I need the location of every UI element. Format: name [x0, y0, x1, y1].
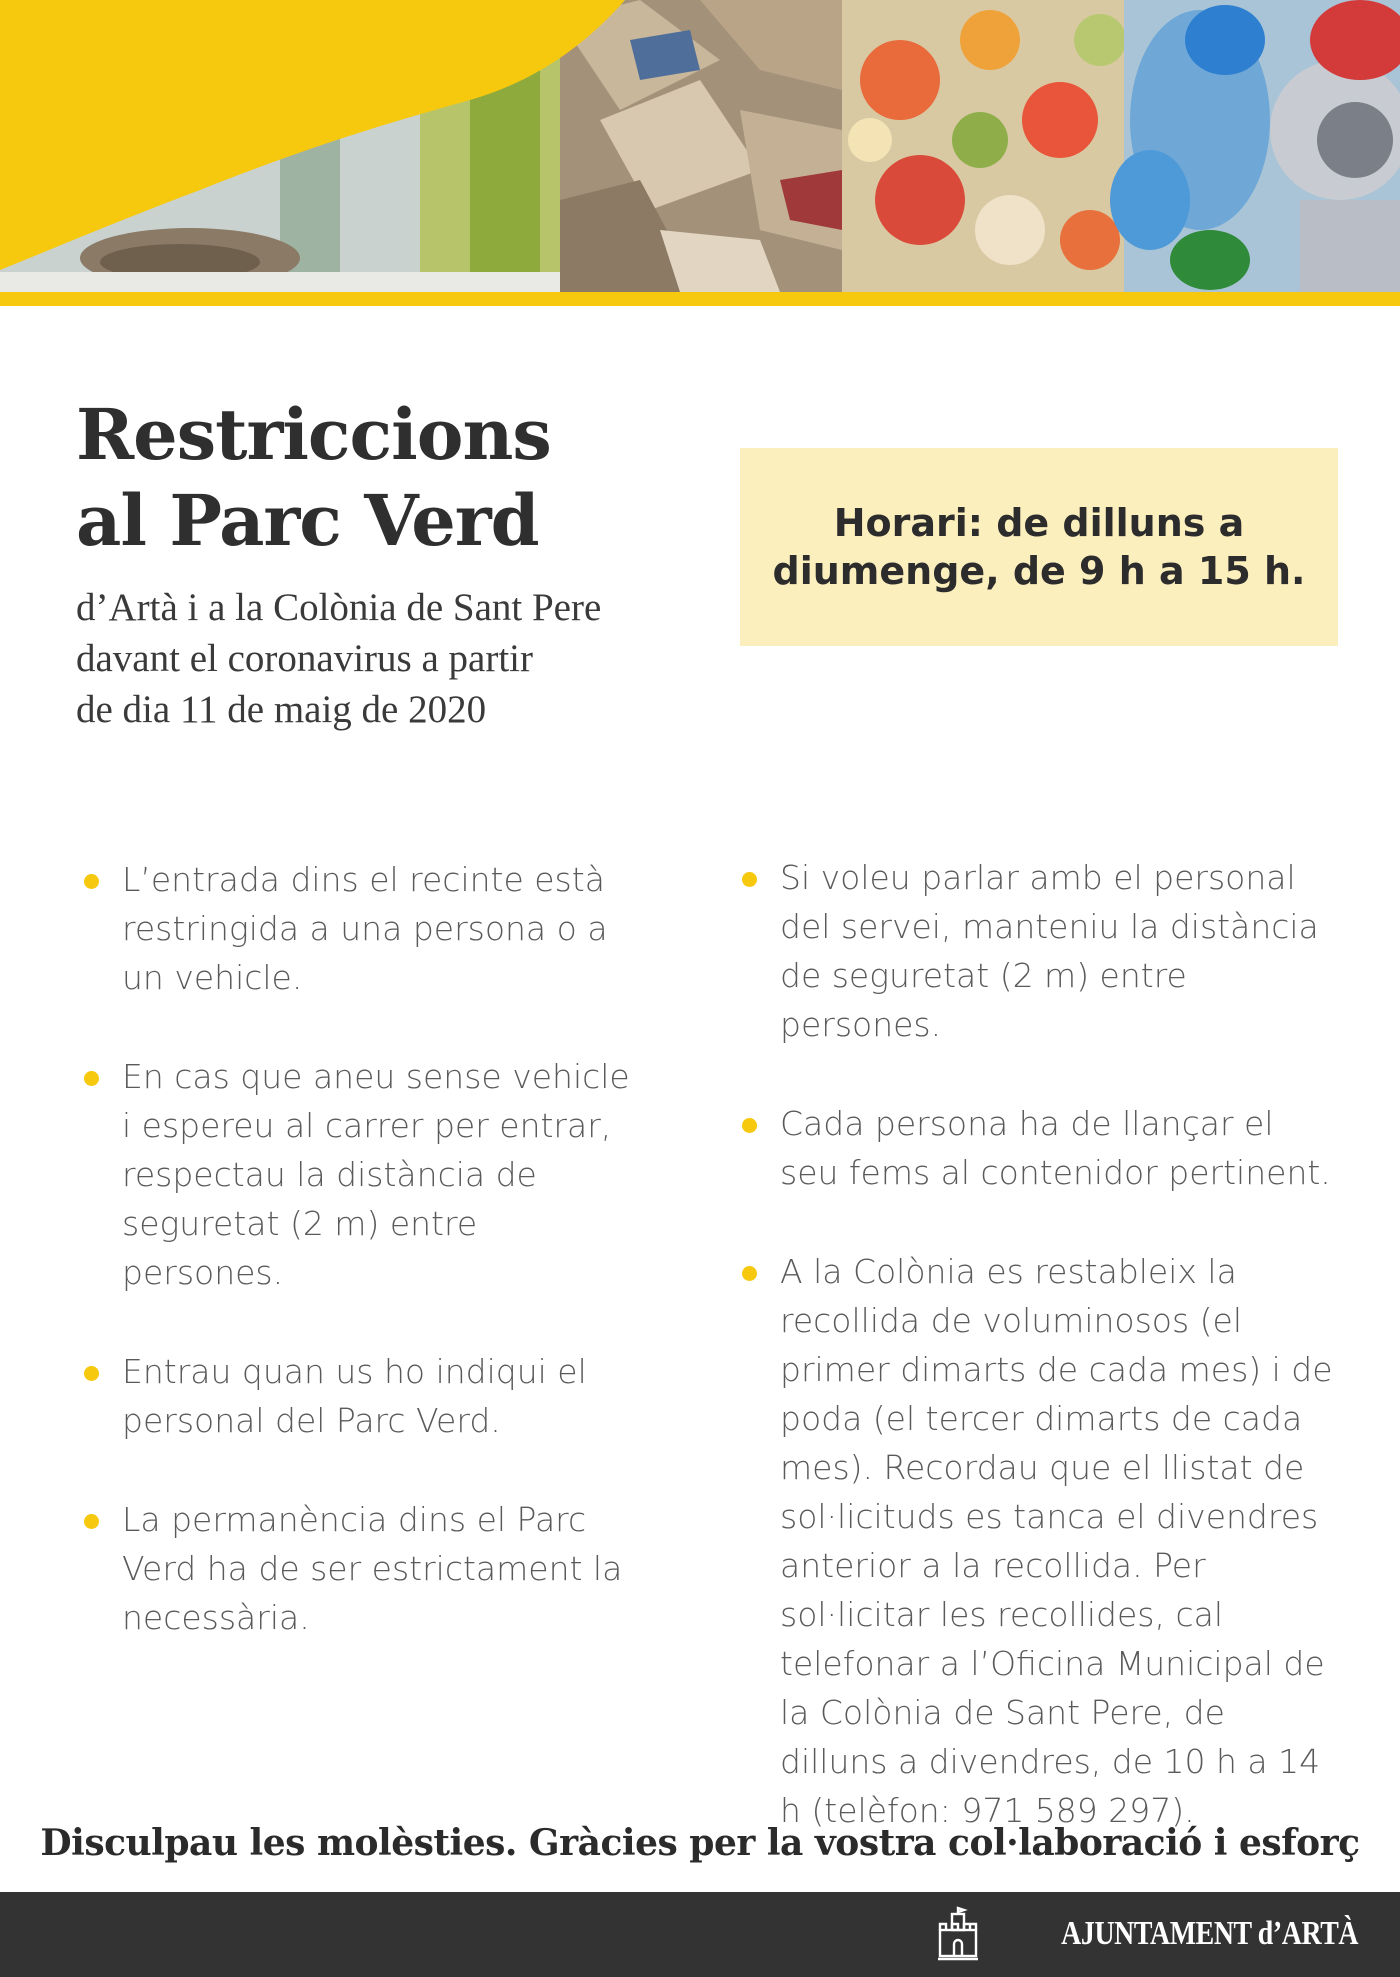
list-item: A la Colònia es restableix la recollida de voluminosos (el primer dimarts de cada mes) i de poda (el tercer dimarts de cada mes). Recordau que el llistat de sol·licituds es tanca el divendres anterior a la recollida. Per sol·licitar les recollides, cal telefonar a l’Oficina Municipal de la Colònia de Sant Pere, de dilluns a divendres, de 10 h a 14 h (telèfon: 971 589 297). — [740, 1247, 1340, 1835]
schedule-box — [740, 448, 1338, 646]
title-line-2: al Parc Verd — [76, 479, 539, 562]
footer-bar — [0, 1892, 1400, 1977]
list-item: Si voleu parlar amb el personal del servei, manteniu la distància de seguretat (2 m) entre persones. — [740, 853, 1340, 1049]
header-photo-strip — [0, 0, 1400, 292]
organic-waste-photo — [842, 0, 1126, 292]
plastic-cans-photo — [1110, 0, 1400, 292]
subtitle-line-1: d’Artà i a la Colònia de Sant Pere — [76, 586, 602, 629]
header-accent-bar — [0, 292, 1400, 306]
page-title — [76, 392, 551, 564]
list-item: L’entrada dins el recinte està restringida a una persona o a un vehicle. — [82, 855, 642, 1002]
ajuntament-logo — [934, 1906, 1358, 1962]
right-bullet-list — [740, 853, 1340, 1885]
list-item: La permanència dins el Parc Verd ha de ser estrictament la necessària. — [82, 1495, 642, 1642]
castle-icon — [934, 1906, 982, 1962]
list-item: Entrau quan us ho indiqui el personal del Parc Verd. — [82, 1347, 642, 1445]
subtitle-line-3: de dia 11 de maig de 2020 — [76, 688, 487, 731]
footer-message: Disculpau les molèsties. Gràcies per la vostra col·laboració i esforç — [40, 1822, 1360, 1864]
cardboard-photo — [560, 0, 842, 292]
logo-text: AJUNTAMENT d’ARTÀ — [1061, 1915, 1358, 1952]
list-item: En cas que aneu sense vehicle i espereu al carrer per entrar, respectau la distància de seguretat (2 m) entre persones. — [82, 1052, 642, 1297]
left-bullet-list — [82, 855, 642, 1692]
title-line-1: Restriccions — [76, 393, 551, 476]
schedule-text: Horari: de dilluns a diumenge, de 9 h a 15 h. — [772, 501, 1306, 593]
page-subtitle — [76, 582, 676, 735]
subtitle-line-2: davant el coronavirus a partir — [76, 637, 533, 680]
list-item: Cada persona ha de llançar el seu fems al contenidor pertinent. — [740, 1099, 1340, 1197]
